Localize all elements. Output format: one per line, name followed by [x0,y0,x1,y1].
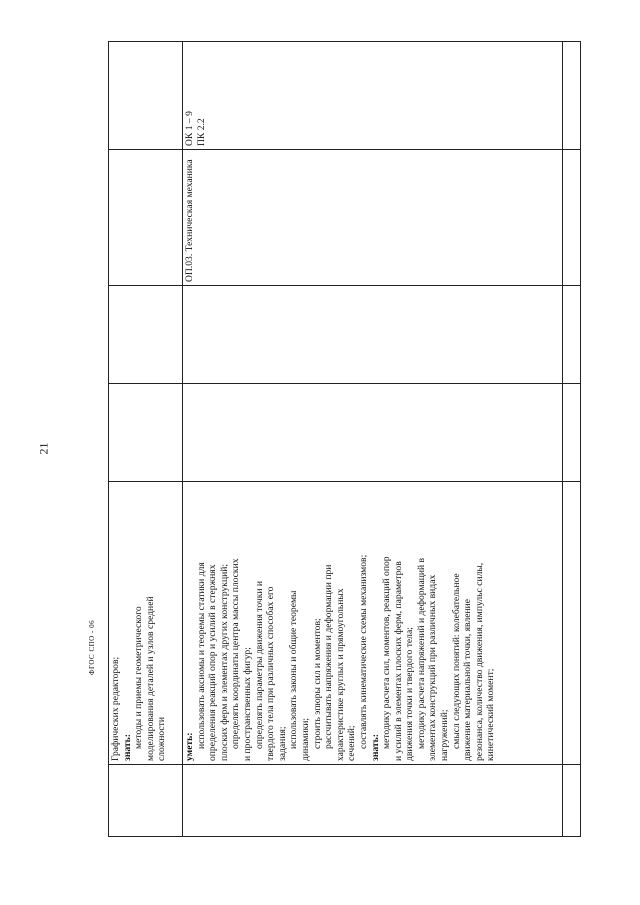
section-label: знать: [369,734,381,761]
competency-code: ПК 2.2 [195,118,207,146]
cell-requirements-main [183,482,563,765]
requirement-line: и пространственных фигур; [241,647,253,761]
requirement-line: кинетический момент; [485,668,497,761]
footer-code: ФГОС СПО - 06 [88,619,96,675]
requirement-line: твердого тела при различных способах его [265,586,277,761]
requirement-line: динамики; [299,717,311,761]
cell-discipline-top [109,150,183,286]
cell-competencies-top [109,42,183,150]
cell-hours-max-top [109,384,183,482]
requirements-text-top [109,482,169,764]
cell-hours-class-top [109,286,183,384]
cell-empty [563,384,581,482]
table-row-bottom [563,42,581,837]
requirement-line: методы и приемы геометрического [133,606,145,749]
table-row-top [109,42,183,837]
requirement-line: плоских ферм и элементах других конструкций; [218,563,230,761]
requirement-line: и усилий в элементах плоских ферм, параметров [392,561,404,761]
requirement-line: задания; [276,726,288,761]
requirement-line: методику расчета сил, моментов, реакций опор [381,556,393,749]
requirement-line: определять параметры движения точки и [253,580,265,749]
requirement-line: составлять кинематические схемы механизмов; [357,554,369,749]
requirement-line: рассчитывать напряжения и деформации при [323,564,335,749]
cell-index-top [109,765,183,837]
cell-empty [563,286,581,384]
cell-competencies-main [183,42,563,150]
requirement-line: движения точки и твердого тела; [404,627,416,761]
requirement-line: сложности [156,717,168,761]
requirement-line: резонанса, количество движения, импульс силы, [473,562,485,761]
cell-requirements-top [109,482,183,765]
competency-code: ОК 1 – 9 [184,111,195,146]
cell-index-main [183,765,563,837]
requirement-line: Графических редакторов; [110,656,121,761]
discipline-name: ОП.03. Техническая механика [184,159,195,282]
cell-hours-class-main [183,286,563,384]
cell-empty [563,150,581,286]
cell-hours-max-main [183,384,563,482]
requirement-line: строить эпюры сил и моментов; [311,618,323,749]
requirement-line: нагружений; [439,709,451,761]
requirement-line: характеристике круглых и прямоугольных [334,588,346,761]
requirement-line: движение материальной точки, явление [462,598,474,761]
requirement-line: определения реакций опор и усилий в стержнях [207,564,219,761]
requirement-line: сечений; [346,725,358,761]
requirement-line: элементах конструкций при различных видах [427,574,439,761]
requirements-text-main [183,482,498,764]
requirement-line: смысл следующих понятий: колебательное [450,573,462,749]
requirement-line: методику расчета напряжений и деформаций в [415,557,427,749]
section-label: знать: [121,734,133,761]
table-row-main [183,42,563,837]
cell-empty [563,765,581,837]
cell-empty [563,482,581,765]
requirement-line: моделирования деталей и узлов средней [144,596,156,761]
page-number: 21 [36,442,51,455]
requirement-line: определять координаты центра массы плоских [230,558,242,749]
rotated-table-container [108,42,580,837]
competency-table [108,41,581,837]
section-label: уметь: [184,732,195,761]
requirement-line: использовать аксиомы и теоремы статики для [195,562,207,749]
cell-discipline-main [183,150,563,286]
requirement-line: использовать законы и общие теоремы [288,590,300,749]
competency-codes [183,42,208,149]
cell-empty [563,42,581,150]
